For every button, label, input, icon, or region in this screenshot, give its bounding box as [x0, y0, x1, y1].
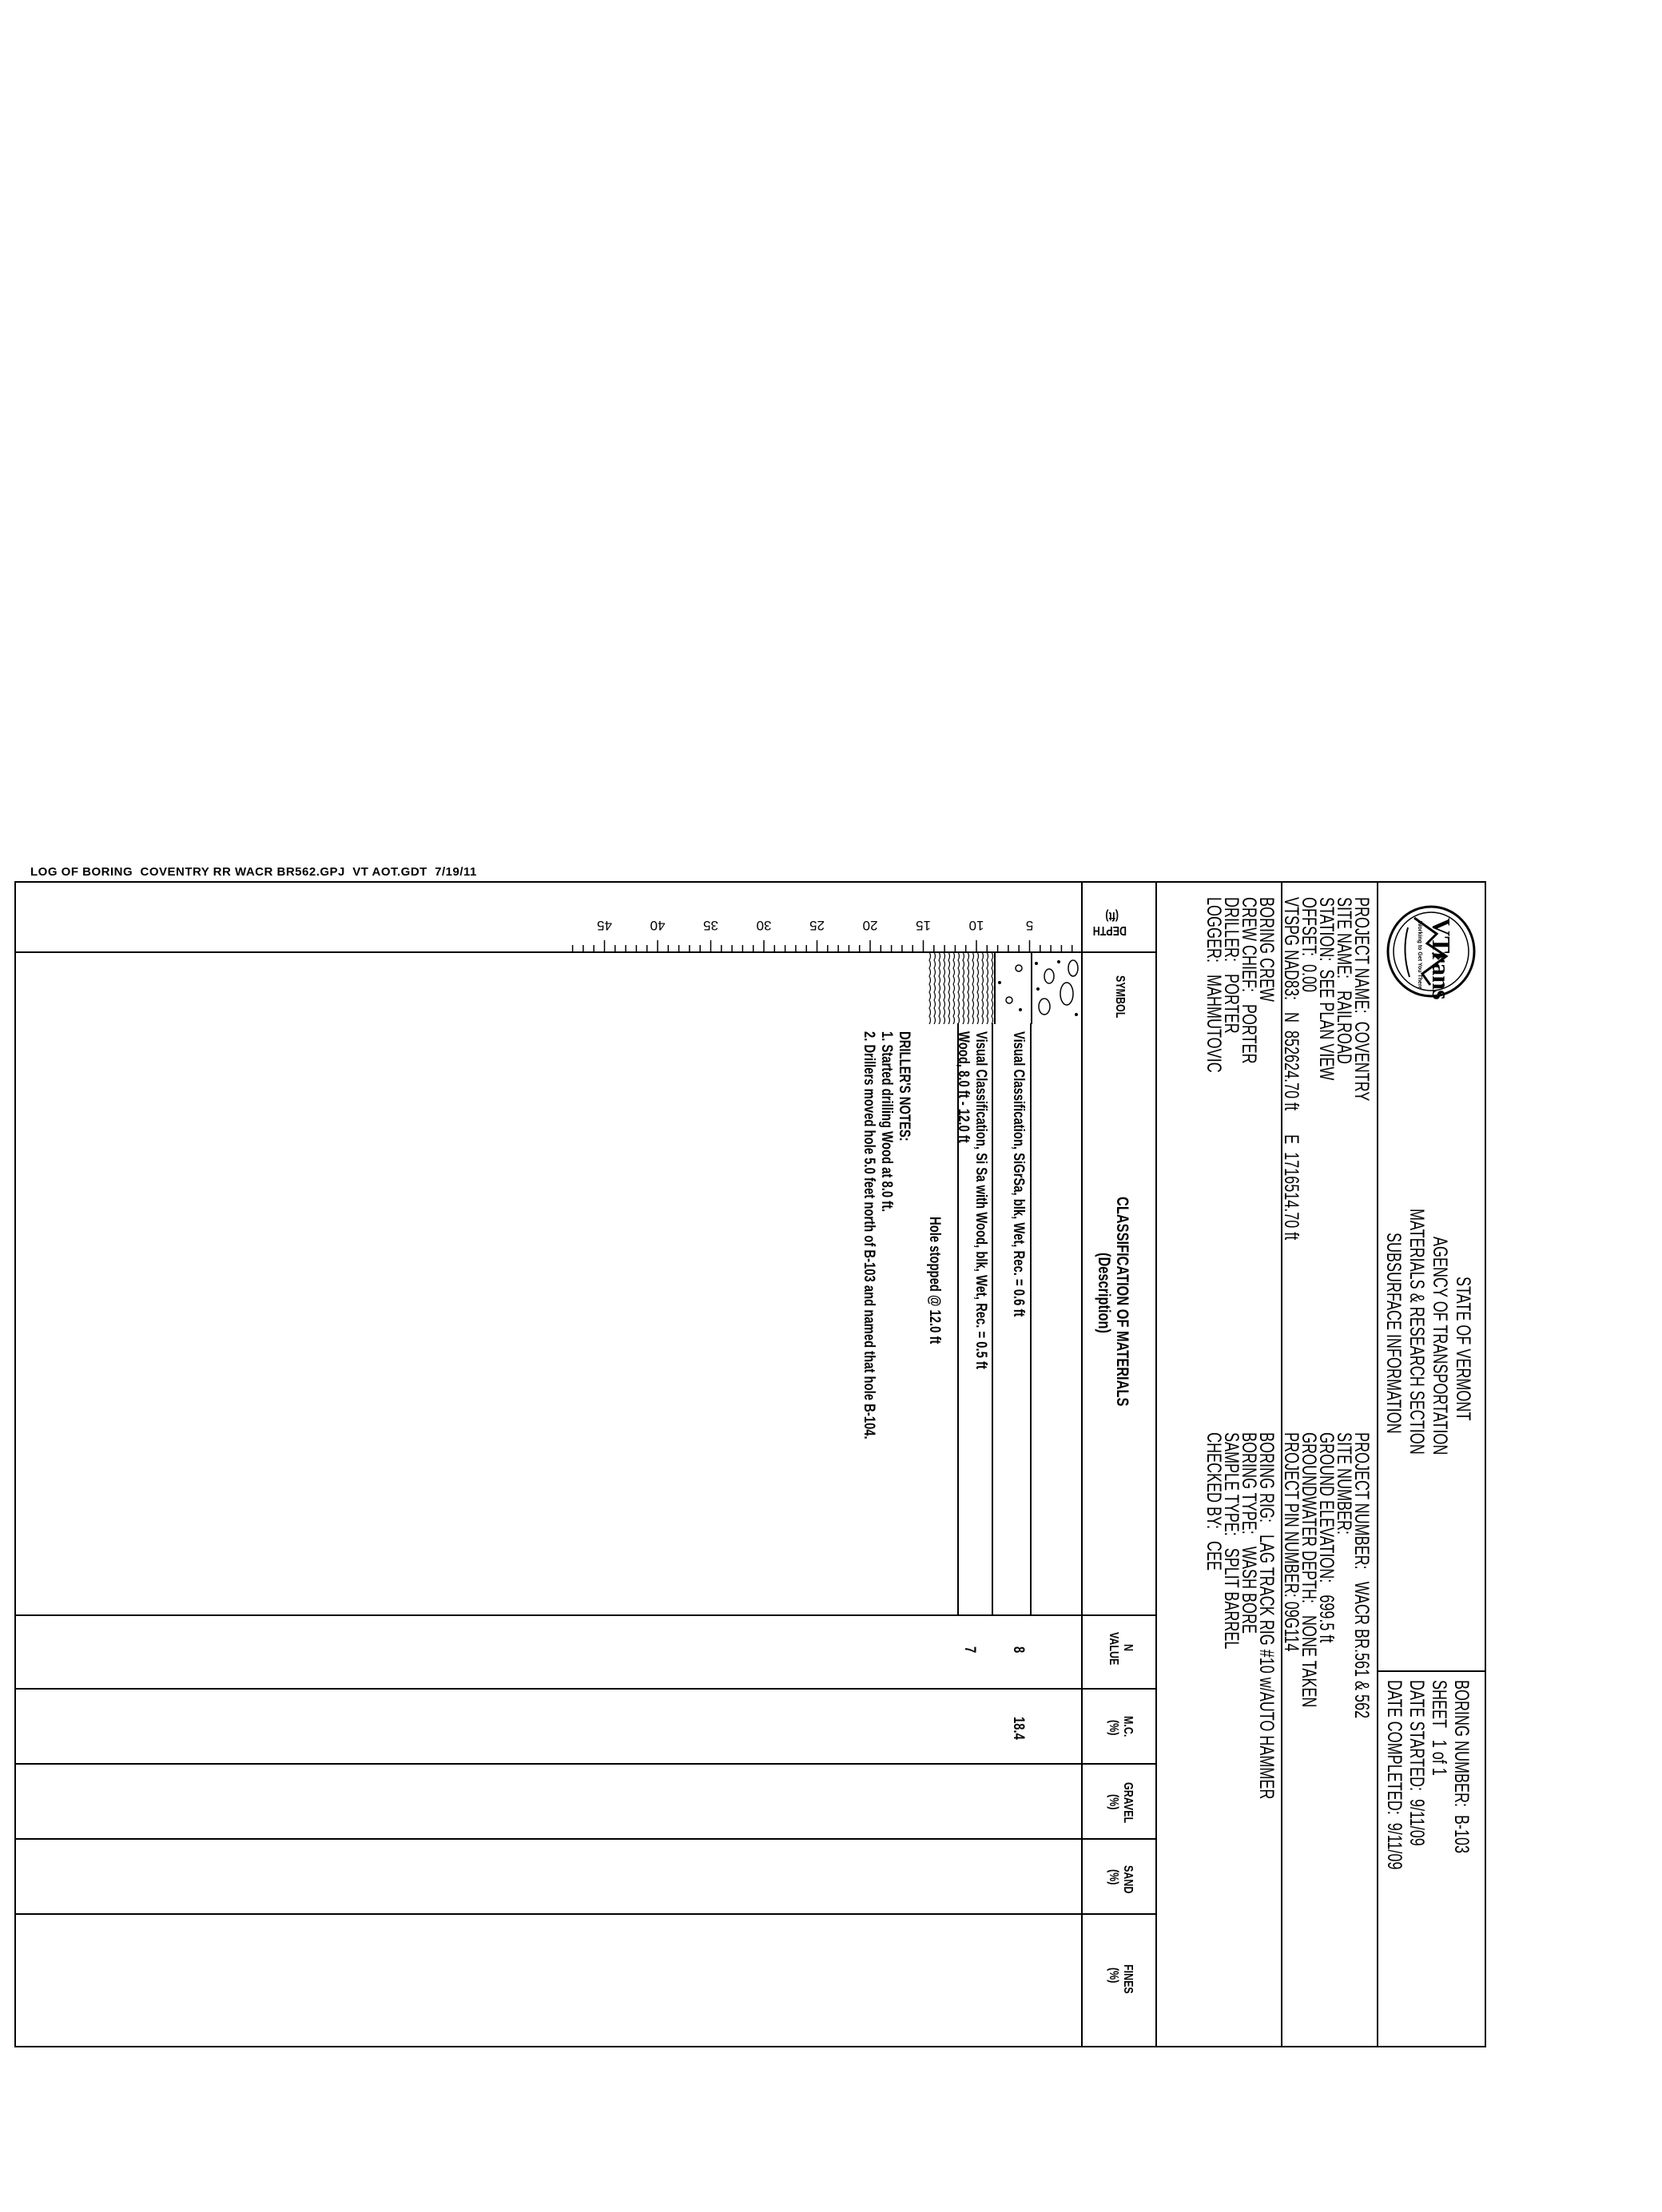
agency-line-3: MATERIALS & RESEARCH SECTION: [1406, 1209, 1428, 1455]
sample-1-description: Visual Classification, SiGrSa, blk, Wet, Rec. = 0.6 ft: [1010, 1031, 1027, 1317]
col-divider-sand: [14, 1838, 1156, 1840]
drillers-note-2: 2. Drillers moved hole 5.0 feet north of B-103 and named that hole B-104.: [861, 1031, 877, 1440]
checked-by: CHECKED BY: CEE: [1203, 1432, 1225, 1571]
depth-tick-label: 35: [703, 918, 718, 933]
project-pin: PROJECT PIN NUMBER: 09G114: [1280, 1432, 1302, 1652]
station: STATION: SEE PLAN VIEW: [1315, 897, 1338, 1081]
wood-hatch-line: [963, 952, 964, 1024]
sample-1-bottom-line: [1030, 1023, 1032, 1614]
header-divider-boring-box: [1378, 1670, 1486, 1672]
sand-col-label-1: SAND: [1121, 1865, 1135, 1894]
wood-hatch-line: [977, 952, 979, 1024]
depth-tick-label: 10: [968, 918, 984, 933]
wood-hatch-line: [929, 952, 931, 1024]
depth-col-label: DEPTH: [1092, 923, 1127, 937]
col-divider-gravel: [14, 1763, 1156, 1765]
sample-type: SAMPLE TYPE: SPLIT BARREL: [1220, 1432, 1243, 1650]
crew-chief: CREW CHIEF: PORTER: [1238, 897, 1260, 1064]
mc-col-label-2: (%): [1107, 1720, 1120, 1736]
symbol-silty-sand: [998, 965, 1022, 1011]
agency-line-4: SUBSURFACE INFORMATION: [1382, 1233, 1405, 1434]
depth-tick-label: 40: [650, 918, 666, 933]
fines-col-label-1: FINES: [1121, 1964, 1135, 1994]
vtrans-logo-tagline: Working to Get You There: [1417, 921, 1422, 990]
sand-col-label-2: (%): [1107, 1869, 1120, 1885]
sample-1-mc: 18.4: [1010, 1717, 1027, 1740]
date-completed: DATE COMPLETED: 9/11/09: [1383, 1680, 1406, 1870]
boring-type: BORING TYPE: WASH BORE: [1238, 1432, 1260, 1634]
drillers-note-1: 1. Started drilling Wood at 8.0 ft.: [878, 1031, 895, 1213]
sample-2-top-line: [992, 1023, 993, 1614]
project-name: PROJECT NAME: COVENTRY: [1350, 897, 1373, 1102]
footer-file-label: LOG OF BORING COVENTRY RR WACR BR562.GPJ VT AOT.GDT 7/19/11: [30, 865, 477, 879]
wood-hatch-line: [939, 952, 940, 1024]
agency-line-1: STATE OF VERMONT: [1452, 1277, 1474, 1421]
header-divider-1: [1377, 881, 1378, 2047]
col-divider-fines: [14, 1913, 1156, 1915]
symbol-wood: [929, 952, 993, 1024]
agency-line-2: AGENCY OF TRANSPORTATION: [1429, 1237, 1451, 1455]
depth-tick-label: 5: [1025, 918, 1034, 933]
classification-col-sub: (Description): [1095, 1253, 1113, 1334]
driller: DRILLER: PORTER: [1220, 897, 1243, 1034]
classification-col-label: CLASSIFICATION OF MATERIALS: [1113, 1197, 1131, 1407]
boring-number: BORING NUMBER: B-103: [1450, 1680, 1473, 1854]
wood-hatch-line: [953, 952, 955, 1024]
boring-rig: BORING RIG: LAG TRACK RIG #10 w/AUTO HAMMER: [1255, 1432, 1278, 1800]
wood-hatch-line: [948, 952, 950, 1024]
depth-axis: [14, 881, 1083, 953]
n-value-col-label-1: N: [1121, 1644, 1135, 1652]
vtrans-logo-wordmark: VTrans: [1427, 918, 1456, 1000]
ground-elevation: GROUND ELEVATION: 699.5 ft: [1315, 1432, 1338, 1643]
header-divider-3: [1155, 881, 1157, 2047]
vtspg-coordinates: VTSPG NAD83: N 852624.70 ft E 1716514.70 ft: [1280, 897, 1302, 1241]
n-value-col-label-2: VALUE: [1107, 1632, 1120, 1666]
sample-2-note: Wood, 8.0 ft - 12.0 ft: [955, 1031, 972, 1143]
date-started: DATE STARTED: 9/11/09: [1406, 1680, 1428, 1846]
wood-hatch-line: [934, 952, 936, 1024]
wood-hatch-line: [992, 952, 993, 1024]
depth-tick-label: 25: [809, 918, 825, 933]
depth-tick-label: 45: [597, 918, 612, 933]
boring-crew-heading: BORING CREW: [1255, 897, 1278, 1003]
column-header-divider: [1081, 881, 1083, 2047]
mc-col-label-1: M.C.: [1121, 1716, 1135, 1737]
logger: LOGGER: MAHMUTOVIC: [1203, 897, 1225, 1073]
offset: OFFSET: 0.00: [1298, 897, 1320, 993]
wood-hatch-line: [958, 952, 960, 1024]
site-number: SITE NUMBER:: [1333, 1432, 1355, 1535]
sample-1-n-value: 8: [1010, 1646, 1027, 1654]
vtrans-logo: [1384, 903, 1478, 999]
depth-col-unit: (ft): [1105, 909, 1119, 923]
sheet-number: SHEET 1 of 1: [1428, 1680, 1450, 1776]
soil-symbols: [923, 952, 1083, 1024]
symbol-col-label: SYMBOL: [1113, 975, 1127, 1019]
sample-2-description: Visual Classification, Si Sa with Wood, blk, Wet, Rec. = 0.5 ft: [972, 1031, 989, 1369]
project-number: PROJECT NUMBER: WACR BR.561 & 562: [1350, 1432, 1373, 1719]
groundwater-depth: GROUNDWATER DEPTH: NONE TAKEN: [1298, 1432, 1320, 1708]
gravel-col-label-1: GRAVEL: [1121, 1782, 1135, 1824]
wood-hatch-line: [944, 952, 945, 1024]
wood-hatch-line: [968, 952, 969, 1024]
gravel-col-label-2: (%): [1107, 1794, 1120, 1810]
symbol-silty-gravelly-sand: [1032, 954, 1083, 1023]
col-divider-mc: [14, 1688, 1156, 1690]
depth-tick-label: 30: [756, 918, 772, 933]
depth-tick-label: 15: [916, 918, 931, 933]
drillers-notes-heading: DRILLER'S NOTES:: [896, 1031, 913, 1142]
site-name: SITE NAME: RAILROAD: [1333, 897, 1355, 1065]
wood-hatch-line: [987, 952, 988, 1024]
wood-hatch-line: [972, 952, 974, 1024]
fines-col-label-2: (%): [1107, 1968, 1120, 1984]
depth-tick-label: 20: [862, 918, 878, 933]
sample-2-n-value: 7: [961, 1646, 978, 1654]
hole-stopped: Hole stopped @ 12.0 ft: [926, 1217, 943, 1344]
boring-log-sheet: [14, 881, 1486, 2047]
col-divider-n: [14, 1614, 1156, 1616]
wood-hatch-line: [982, 952, 984, 1024]
